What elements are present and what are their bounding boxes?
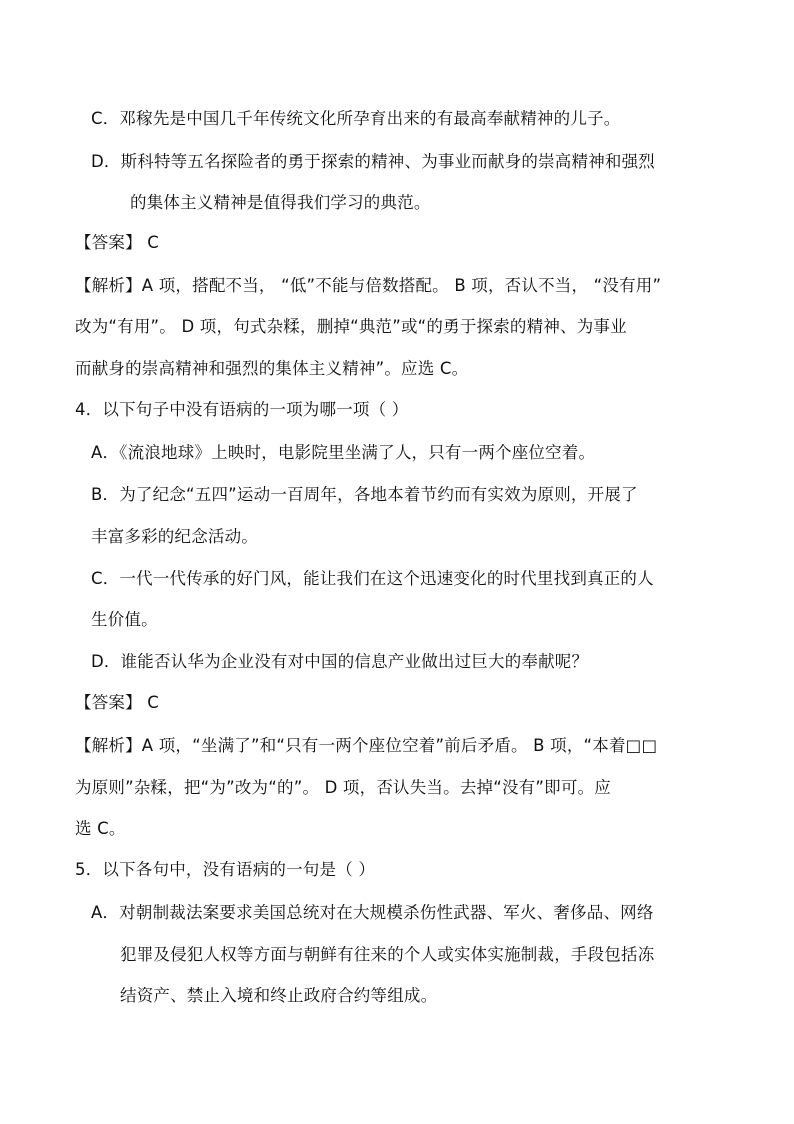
analysis-q4-line-2: 为原则”杂糅，把“为”改为“的”。 D 项，否认失当。去掉“没有”即可。应 xyxy=(75,778,611,797)
option-d-line-1: D．斯科特等五名探险者的勇于探索的精神、为事业而献身的崇高精神和强烈 xyxy=(91,152,656,171)
q5-option-a-line-3: 结资产、禁止入境和终止政府合约等组成。 xyxy=(120,986,438,1005)
option-c-line: C．邓稼先是中国几千年传统文化所孕育出来的有最高奉献精神的儿子。 xyxy=(91,109,621,128)
analysis-q3-line-1: 【解析】A 项，搭配不当， “低”不能与倍数搭配。 B 项，否认不当， “没有用” xyxy=(75,276,662,295)
question-4-stem: 4．以下句子中没有语病的一项为哪一项（ ） xyxy=(75,400,409,419)
q4-option-a: A．《流浪地球》上映时，电影院里坐满了人，只有一两个座位空着。 xyxy=(91,443,596,462)
analysis-q3-line-3: 而献身的崇高精神和强烈的集体主义精神”。应选 C。 xyxy=(75,359,469,378)
answer-label-q4: 【答案】 C xyxy=(75,693,159,712)
analysis-q4-line-1: 【解析】A 项，“坐满了”和“只有一两个座位空着”前后矛盾。 B 项，“本着□□ xyxy=(75,736,658,755)
analysis-q4-line-3: 选 C。 xyxy=(75,819,126,838)
option-d-line-2: 的集体主义精神是值得我们学习的典范。 xyxy=(130,193,431,212)
q4-option-b-line-1: B．为了纪念“五四”运动一百周年，各地本着节约而有实效为原则，开展了 xyxy=(91,485,638,504)
answer-label-q3: 【答案】 C xyxy=(75,233,159,252)
question-5-stem: 5．以下各句中，没有语病的一句是（ ） xyxy=(75,860,376,879)
analysis-q3-line-2: 改为“有用”。 D 项，句式杂糅，删掉“典范”或“的勇于探索的精神、为事业 xyxy=(75,317,627,336)
q5-option-a-line-2: 犯罪及侵犯人权等方面与朝鲜有往来的个人或实体实施制裁，手段包括冻 xyxy=(120,945,655,964)
q4-option-c-line-1: C．一代一代传承的好门风，能让我们在这个迅速变化的时代里找到真正的人 xyxy=(91,569,654,588)
q4-option-b-line-2: 丰富多彩的纪念活动。 xyxy=(91,527,258,546)
q5-option-a-line-1: A．对朝制裁法案要求美国总统对在大规模杀伤性武器、军火、奢侈品、网络 xyxy=(91,903,654,922)
q4-option-d: D．谁能否认华为企业没有对中国的信息产业做出过巨大的奉献呢？ xyxy=(91,652,589,671)
q4-option-c-line-2: 生价值。 xyxy=(91,610,158,629)
